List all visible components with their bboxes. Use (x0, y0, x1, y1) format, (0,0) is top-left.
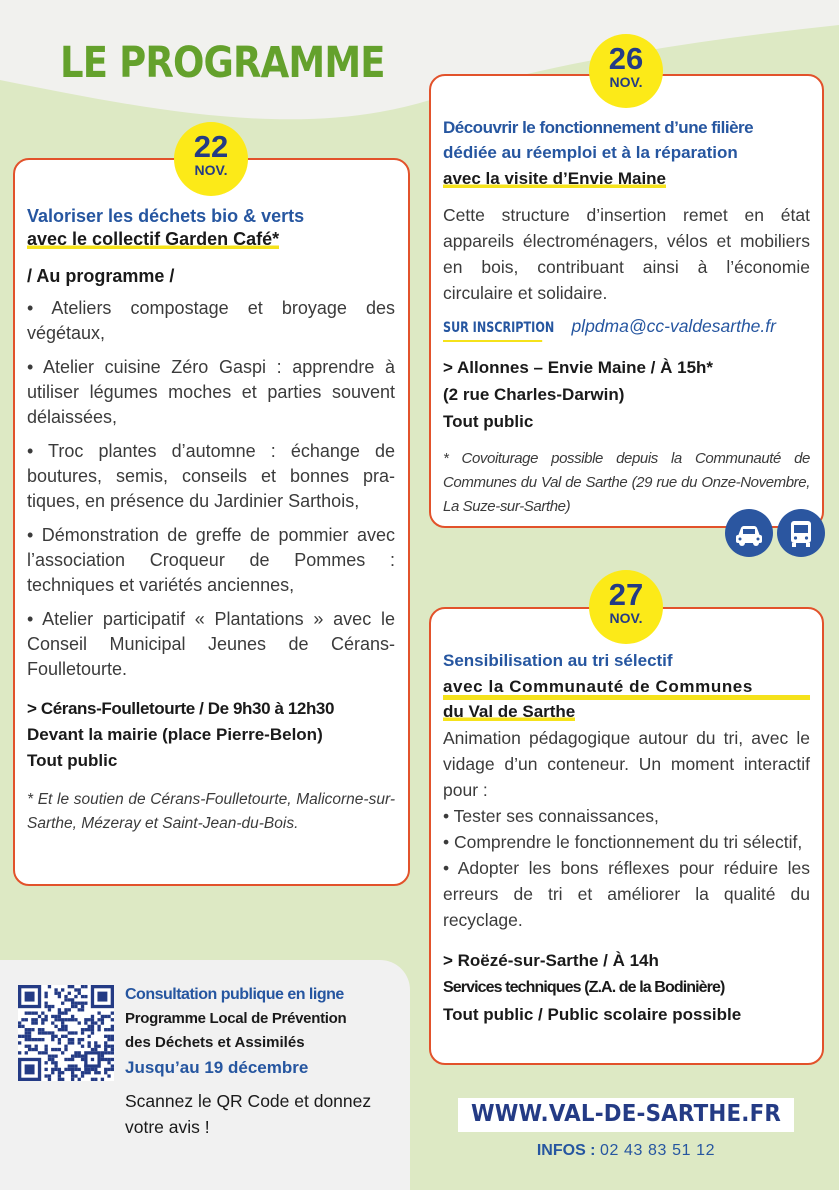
bus-icon (777, 509, 825, 557)
badge-day: 27 (608, 577, 644, 612)
event-partner: avec le collectif Garden Café* (27, 229, 280, 249)
event-address: Services techniques (Z.A. de la Bodinière) (443, 979, 725, 996)
website-text: WWW.VAL-DE-SARTHE.FR (470, 1101, 782, 1127)
website-link[interactable] (458, 1098, 794, 1132)
event-place: > Cérans-Foulletourte / De 9h30 à 12h30 (27, 699, 335, 718)
event-title: Valoriser les déchets bio & verts (27, 206, 305, 226)
consultation-text (125, 983, 405, 1140)
badge-month: NOV. (609, 74, 643, 90)
program-item: • Atelier cuisine Zéro Gaspi : apprendre à utiliser légumes moches et parties souvent délaissées, (27, 357, 395, 427)
program-label: / Au programme / (27, 266, 175, 286)
program-item: • Ateliers compostage et broyage des végétaux, (27, 298, 395, 343)
consultation-deadline: Jusqu’au 19 décembre (125, 1058, 309, 1077)
consultation-cta: Scannez le QR Code et donnez votre avis ! (125, 1091, 372, 1137)
event-title: Sensibilisation au tri sélectif (443, 651, 673, 670)
event-title: dédiée au réemploi et à la réparation (443, 143, 738, 162)
badge-month: NOV. (609, 610, 643, 626)
program-item: • Troc plantes d’automne : échange de boutures, semis, conseils et bonnes pra-tiques, en présence du Jardinier Sarthois, (27, 441, 395, 511)
event-partner: avec la Communauté de Communes (443, 673, 810, 700)
consultation-title: Consultation publique en ligne (125, 986, 344, 1003)
event-address: Devant la mairie (place Pierre-Belon) (27, 725, 323, 744)
badge-month: NOV. (194, 162, 228, 178)
event-note: * Covoiturage possible depuis la Communauté de Communes du Val de Sarthe (29 rue du Onze-Novembre, La Suze-sur-Sarthe) (443, 450, 810, 515)
event-partner: avec la visite d’Envie Maine (443, 169, 667, 188)
consultation-line: des Déchets et Assimilés (125, 1034, 305, 1051)
event-22-content (27, 205, 395, 836)
event-address: (2 rue Charles-Darwin) (443, 385, 625, 404)
event-note: * Et le soutien de Cérans-Foulletourte, Malicorne-sur-Sarthe, Mézeray et Saint-Jean-du-Bois. (27, 791, 395, 832)
infos-phone: 02 43 83 51 12 (599, 1142, 716, 1159)
page-title: LE PROGRAMME (60, 38, 385, 88)
event-description: Animation pédagogique autour du tri, avec le vidage d’un conteneur. Un moment interactif pour : (443, 728, 810, 800)
event-bullet: • Adopter les bons réflexes pour réduire les erreurs de tri et améliorer la qualité du recyclage. (443, 858, 810, 930)
infos-line (458, 1140, 794, 1162)
consultation-line: Programme Local de Prévention (125, 1010, 347, 1027)
date-badge-26 (589, 34, 663, 108)
email-link[interactable]: plpdma@cc-valdesarthe.fr (571, 316, 776, 336)
event-bullet: • Tester ses connaissances, (443, 806, 659, 826)
event-place: > Allonnes – Envie Maine / À 15h* (443, 358, 714, 377)
event-27-content (443, 648, 810, 1028)
badge-day: 26 (608, 41, 644, 76)
event-audience: Tout public / Public scolaire possible (443, 1005, 742, 1024)
event-place: > Roëzé-sur-Sarthe / À 14h (443, 951, 659, 970)
event-title: Découvrir le fonctionnement d’une filière (443, 118, 754, 137)
event-partner: du Val de Sarthe (443, 702, 576, 721)
event-audience: Tout public (443, 412, 534, 431)
infos-label: INFOS : (536, 1142, 596, 1159)
event-description: Cette structure d’insertion remet en état appareils électroménagers, vélos et mobiliers en bois, contribuant ainsi à l’économie circulaire et solidaire. (443, 205, 810, 303)
date-badge-22 (174, 122, 248, 196)
program-item: • Atelier participatif « Plantations » avec le Conseil Municipal Jeunes de Cérans-Foulletourte. (27, 609, 395, 679)
car-icon (725, 509, 773, 557)
event-bullet: • Comprendre le fonctionnement du tri sélectif, (443, 832, 803, 852)
qr-code[interactable] (18, 985, 114, 1081)
badge-day: 22 (193, 129, 229, 164)
program-item: • Démonstration de greffe de pommier avec l’association Croqueur de Pommes : techniques et variétés anciennes, (27, 525, 395, 595)
date-badge-27 (589, 570, 663, 644)
event-audience: Tout public (27, 751, 118, 770)
registration-label: SUR INSCRIPTION (443, 316, 542, 342)
event-26-content (443, 115, 810, 519)
